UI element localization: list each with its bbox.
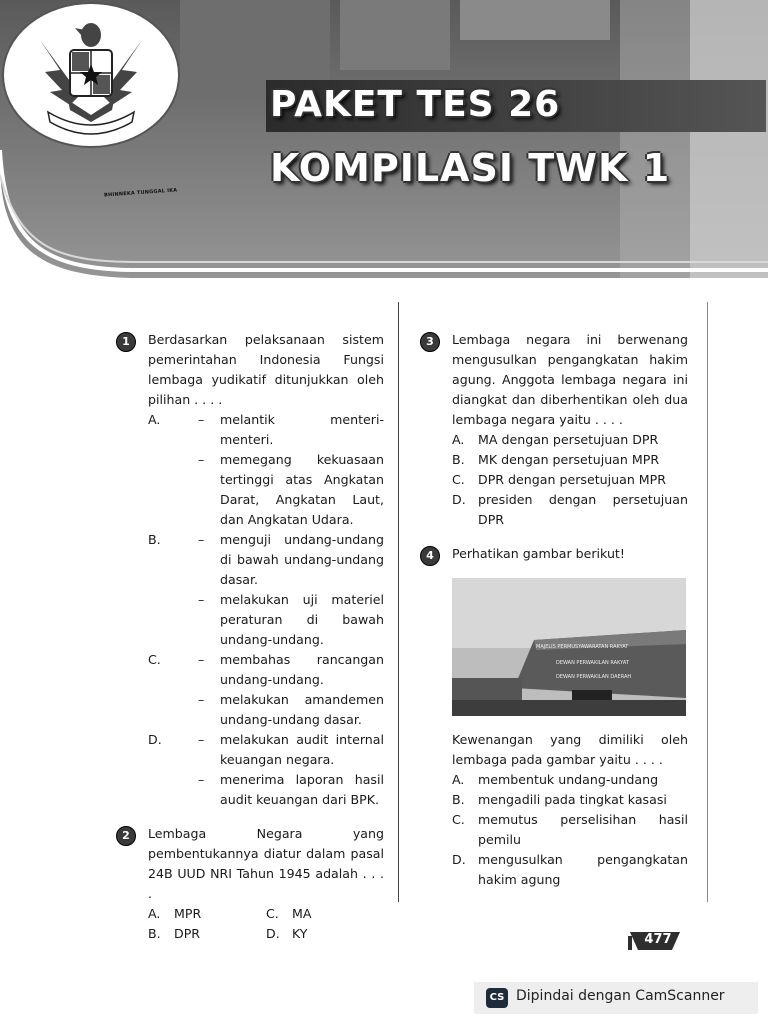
- question-text-2: Kewenangan yang dimiliki oleh lembaga pada gambar yaitu . . . .: [452, 732, 688, 767]
- option-label: B.: [148, 926, 161, 941]
- option-text: mengusulkan pengangkatan hakim agung: [478, 852, 688, 887]
- option-c: [452, 470, 688, 490]
- option-label: D.: [452, 852, 466, 867]
- option-text: MK dengan persetujuan MPR: [478, 452, 660, 467]
- left-column: [116, 330, 384, 944]
- option-b: [452, 450, 688, 470]
- option-c: [266, 904, 386, 924]
- option-b: [148, 924, 266, 944]
- option-text: mengadili pada tingkat kasasi: [478, 792, 667, 807]
- option-text: MA dengan persetujuan DPR: [478, 432, 659, 447]
- question-number-badge: 2: [116, 826, 136, 846]
- option-a: [452, 430, 688, 450]
- right-column: [420, 330, 688, 890]
- option-a: [148, 904, 266, 924]
- option-label: C.: [452, 812, 465, 827]
- option-text: KY: [292, 926, 308, 941]
- option-label: D.: [452, 492, 466, 507]
- question-text: Lembaga Negara yang pembentukannya diatur dalam pasal 24B UUD NRI Tahun 1945 adalah . . . .: [148, 826, 384, 901]
- option-label: D.: [148, 732, 162, 747]
- page-number: 477: [644, 932, 672, 947]
- question-text: Lembaga negara ini berwenang mengusulkan pengangkatan hakim agung. Anggota lembaga negara ini diangkat dan diberhentikan oleh dua lembaga negara yaitu . . . .: [452, 332, 688, 427]
- option-label: C.: [148, 652, 161, 667]
- option-a: [452, 770, 688, 790]
- camscanner-logo-icon: CS: [486, 988, 508, 1008]
- option-text: DPR: [174, 926, 201, 941]
- option-b: [452, 790, 688, 810]
- header-banner: [0, 0, 768, 300]
- option-label: C.: [452, 472, 465, 487]
- option-item: memegang kekuasaan tertinggi atas Angkatan Darat, Angkatan Laut, dan Angkatan Udara.: [220, 452, 384, 527]
- question-text: Perhatikan gambar berikut!: [452, 546, 625, 561]
- option-d: [266, 924, 386, 944]
- option-label: B.: [452, 452, 465, 467]
- option-label: C.: [266, 906, 279, 921]
- option-label: B.: [148, 532, 161, 547]
- option-b: B. – menguji undang-undang di bawah undang-undang dasar. – melakukan uji materiel peraturan di bawah undang-undang.: [148, 532, 384, 647]
- option-item: melakukan amandemen undang-undang dasar.: [220, 692, 384, 727]
- question-2: [116, 824, 384, 944]
- right-margin-line: [707, 302, 708, 902]
- option-d: D. – melakukan audit internal keuangan negara. – menerima laporan hasil audit keuangan dari BPK.: [148, 732, 384, 807]
- option-text: MA: [292, 906, 312, 921]
- page-title-line2: KOMPILASI TWK 1: [270, 146, 671, 190]
- garuda-emblem-icon: [0, 0, 182, 150]
- question-3: [420, 330, 688, 530]
- option-text: presiden dengan persetujuan DPR: [478, 492, 688, 527]
- option-item: menerima laporan hasil audit keuangan dari BPK.: [220, 772, 384, 807]
- option-a: A. – melantik menteri-menteri. – memegang kekuasaan tertinggi atas Angkatan Darat, Angkatan Laut, dan Angkatan Udara.: [148, 412, 384, 527]
- question-text: Berdasarkan pelaksanaan sistem pemerintahan Indonesia Fungsi lembaga yudikatif ditunjukkan oleh pilihan . . . .: [148, 332, 384, 407]
- option-text: MPR: [174, 906, 202, 921]
- question-number-badge: 1: [116, 332, 136, 352]
- option-item: melantik menteri-menteri.: [220, 412, 384, 447]
- option-text: membentuk undang-undang: [478, 772, 659, 787]
- option-label: B.: [452, 792, 465, 807]
- question-1: [116, 330, 384, 810]
- option-label: A.: [148, 412, 161, 427]
- parliament-building-photo: [452, 578, 686, 716]
- sign-line-3: DEWAN PERWAKILAN DAERAH: [556, 674, 632, 680]
- option-item: melakukan uji materiel peraturan di bawah undang-undang.: [220, 592, 384, 647]
- option-text: DPR dengan persetujuan MPR: [478, 472, 667, 487]
- option-label: A.: [148, 906, 161, 921]
- scanner-watermark-text: Dipindai dengan CamScanner: [516, 988, 725, 1004]
- option-item: melakukan audit internal keuangan negara.: [220, 732, 384, 767]
- question-4: [420, 544, 688, 890]
- option-text: memutus perselisihan hasil pemilu: [478, 812, 688, 847]
- option-d: [452, 490, 688, 530]
- option-label: A.: [452, 772, 465, 787]
- option-label: D.: [266, 926, 280, 941]
- options-grid: [148, 904, 384, 944]
- option-c: [452, 810, 688, 850]
- option-item: membahas rancangan undang-undang.: [220, 652, 384, 687]
- emblem-motto: BHINNEKA TUNGGAL IKA: [103, 187, 178, 199]
- column-divider: [398, 302, 399, 902]
- page-title-line1: PAKET TES 26: [270, 84, 561, 125]
- sign-line-1: MAJELIS PERMUSYAWARATAN RAKYAT: [536, 644, 629, 650]
- question-number-badge: 3: [420, 332, 440, 352]
- option-d: [452, 850, 688, 890]
- option-c: C. – membahas rancangan undang-undang. – melakukan amandemen undang-undang dasar.: [148, 652, 384, 727]
- question-number-badge: 4: [420, 546, 440, 566]
- building-photo-image: [452, 578, 686, 716]
- option-item: menguji undang-undang di bawah undang-undang dasar.: [220, 532, 384, 587]
- sign-line-2: DEWAN PERWAKILAN RAKYAT: [556, 660, 629, 666]
- option-label: A.: [452, 432, 465, 447]
